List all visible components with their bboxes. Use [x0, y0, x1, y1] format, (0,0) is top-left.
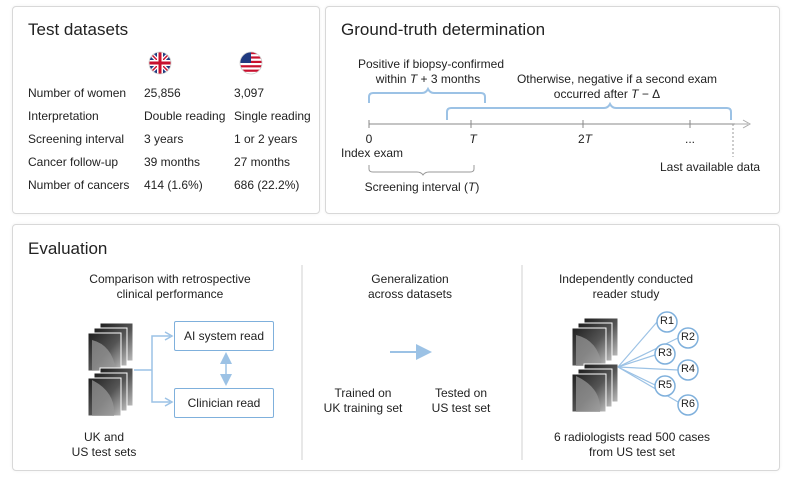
positive-label-line2: within T + 3 months: [375, 72, 481, 86]
reader-label: R3: [657, 347, 673, 359]
uk-value: 414 (1.6%): [144, 178, 203, 192]
us-value: Single reading: [234, 109, 311, 123]
reader-label: R1: [659, 315, 675, 327]
tick-label-T: T: [469, 132, 477, 146]
uk-value: 3 years: [144, 132, 184, 146]
ai-system-read-box: AI system read: [174, 321, 274, 351]
row-label: Cancer follow-up: [28, 155, 119, 169]
negative-label-line2: occurred after T − Δ: [553, 87, 661, 101]
mammogram-stack-icon: [88, 323, 133, 416]
trained-caption-line1: Trained on: [334, 386, 392, 400]
test-sets-caption-line2: US test sets: [71, 445, 137, 459]
reader-study-title-line2: reader study: [592, 287, 660, 301]
clinician-read-box: Clinician read: [174, 388, 274, 418]
tested-caption-line2: US test set: [431, 401, 491, 415]
negative-label-line1: Otherwise, negative if a second exam: [516, 72, 718, 86]
row-label: Number of women: [28, 86, 127, 100]
reader-label: R6: [680, 398, 696, 410]
row-label: Number of cancers: [28, 178, 130, 192]
comparison-title-line1: Comparison with retrospective: [89, 272, 251, 286]
test-datasets-title: Test datasets: [28, 20, 129, 39]
index-exam-label: Index exam: [341, 146, 404, 160]
us-value: 27 months: [234, 155, 291, 169]
us-value: 1 or 2 years: [234, 132, 298, 146]
row-label: Interpretation: [28, 109, 99, 123]
evaluation-title: Evaluation: [28, 239, 108, 258]
connector-arrowheads: [165, 332, 172, 406]
reader-study-title-line1: Independently conducted: [558, 272, 694, 286]
last-data-label: Last available data: [660, 160, 761, 174]
reader-label: R4: [680, 363, 696, 375]
row-label: Screening interval: [28, 132, 125, 146]
generalization-title-line2: across datasets: [367, 287, 453, 301]
connector-lines: [134, 336, 170, 402]
us-value: 3,097: [234, 86, 265, 100]
mammogram-stack-reader-icon: [572, 318, 618, 412]
reader-label: R5: [657, 379, 673, 391]
us-value: 686 (22.2%): [234, 178, 300, 192]
positive-label-line1: Positive if biopsy-confirmed: [357, 57, 505, 71]
tick-label-2T: 2T: [577, 132, 593, 146]
uk-value: 25,856: [144, 86, 181, 100]
screening-interval-label: Screening interval (T): [364, 180, 480, 194]
reader-label: R2: [680, 331, 696, 343]
reader-ray: [618, 367, 678, 370]
generalization-title-line1: Generalization: [371, 272, 449, 286]
tick-label-more: ...: [684, 132, 696, 146]
test-sets-caption-line1: UK and: [83, 430, 125, 444]
tick-label-0: 0: [365, 132, 373, 146]
ground-truth-title: Ground-truth determination: [341, 20, 546, 39]
uk-value: 39 months: [144, 155, 201, 169]
trained-caption-line2: UK training set: [323, 401, 403, 415]
tested-caption-line1: Tested on: [434, 386, 488, 400]
reader-study-caption-line1: 6 radiologists read 500 cases: [553, 430, 711, 444]
reader-study-caption-line2: from US test set: [588, 445, 676, 459]
comparison-title-line2: clinical performance: [116, 287, 224, 301]
uk-value: Double reading: [144, 109, 226, 123]
